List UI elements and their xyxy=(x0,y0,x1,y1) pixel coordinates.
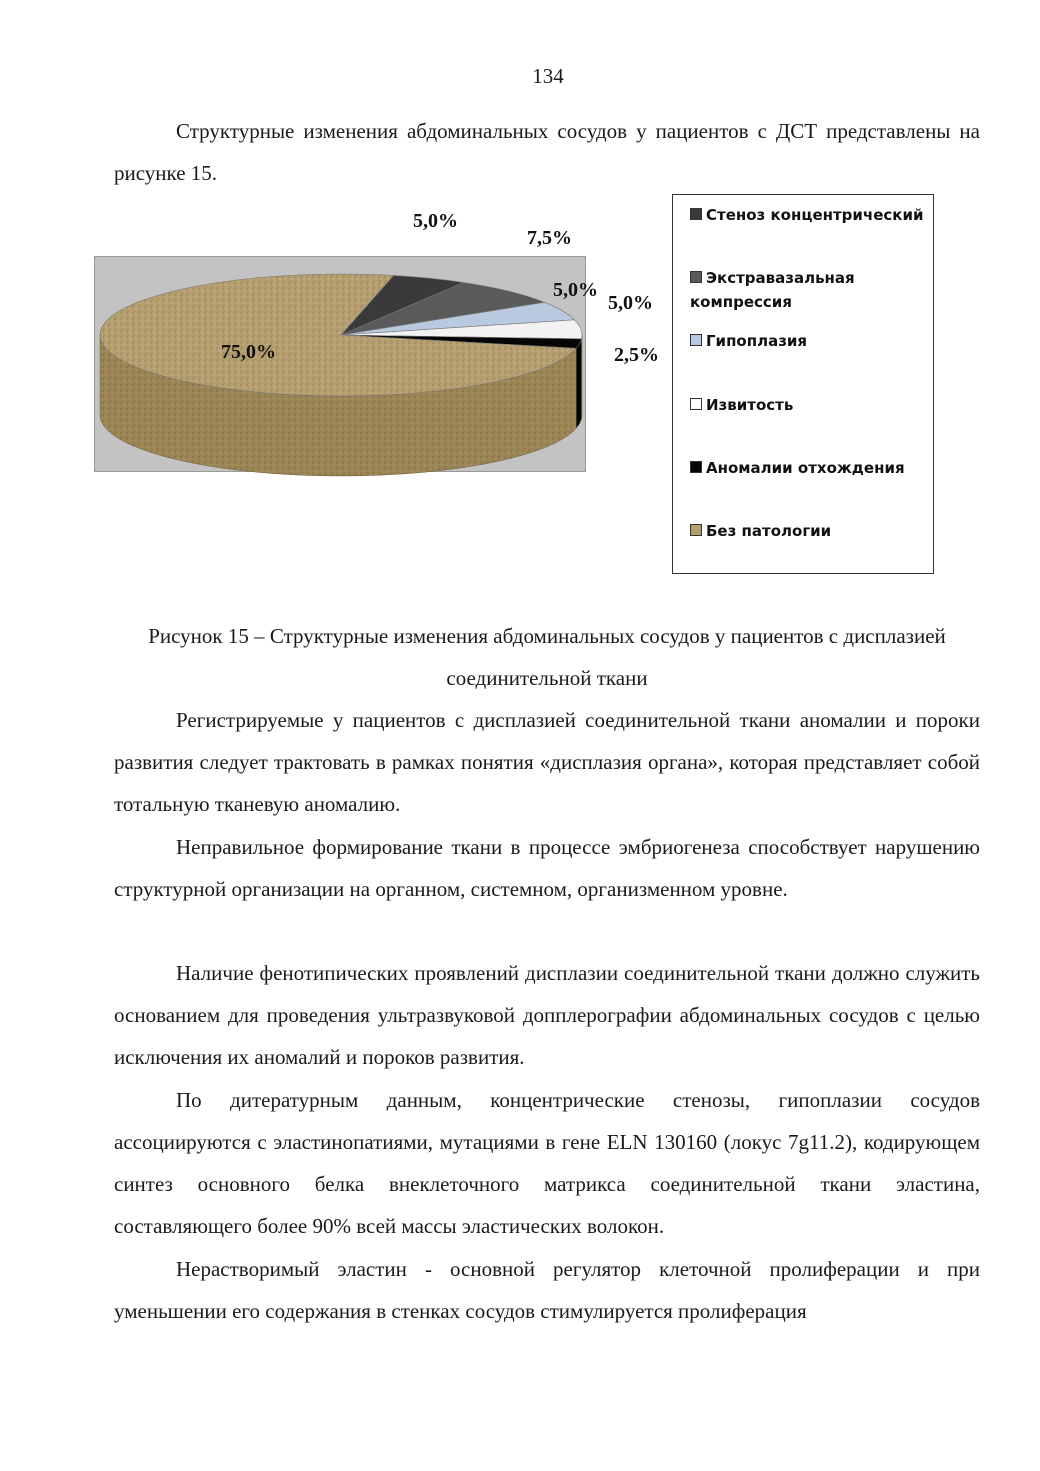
legend-label-4: Аномалии отхождения xyxy=(706,459,905,477)
paragraph-4: По дитературным данным, концентрические стенозы, гипоплазии сосудов ассоциируются с эластинопатиями, мутациями в гене ELN 130160 (локус 7g11.2), кодирующем синтез основного белка внеклеточного матрикса соединительной ткани эластина, составляющего более 90% всей массы эластических волокон. xyxy=(114,1088,980,1238)
legend-swatch-0 xyxy=(690,208,702,220)
legend-item-anomaly xyxy=(690,456,930,480)
legend-swatch-5 xyxy=(690,524,702,536)
figure-caption: Рисунок 15 – Структурные изменения абдоминальных сосудов у пациентов с дисплазией соединительной ткани xyxy=(148,624,946,690)
page-number: 134 xyxy=(532,64,564,88)
pct-label-2: 5,0% xyxy=(553,279,598,301)
paragraph-5: Нерастворимый эластин - основной регулятор клеточной пролиферации и при уменьшении его содержания в стенках сосудов стимулируется пролиферация xyxy=(114,1257,980,1323)
pct-label-1: 7,5% xyxy=(527,227,572,249)
legend-item-tortuosity xyxy=(690,393,930,417)
chart-legend xyxy=(672,194,934,574)
legend-label-0: Стеноз концентрический xyxy=(706,206,924,224)
pct-label-3: 5,0% xyxy=(608,292,653,314)
pct-label-0: 5,0% xyxy=(413,210,458,232)
legend-label-5: Без патологии xyxy=(706,522,832,540)
legend-item-no-pathology xyxy=(690,519,930,543)
pct-label-4: 2,5% xyxy=(614,344,659,366)
legend-item-stenosis xyxy=(690,203,930,227)
paragraph-2: Неправильное формирование ткани в процессе эмбриогенеза способствует нарушению структурной организации на органном, системном, организменном уровне. xyxy=(114,835,980,901)
legend-label-1: Экстравазальная компрессия xyxy=(690,269,855,311)
legend-item-compression xyxy=(690,266,930,314)
legend-label-3: Извитость xyxy=(706,396,794,414)
paragraph-3: Наличие фенотипических проявлений дисплазии соединительной ткани должно служить основанием для проведения ультразвуковой допплерографии абдоминальных сосудов с целью исключения их аномалий и пороков развития. xyxy=(114,961,980,1069)
legend-item-hypoplasia xyxy=(690,329,930,353)
legend-label-2: Гипоплазия xyxy=(706,332,808,350)
paragraph-1: Регистрируемые у пациентов с дисплазией соединительной ткани аномалии и пороки развития следует трактовать в рамках понятия «дисплазия органа», которая представляет собой тотальную тканевую аномалию. xyxy=(114,708,980,816)
legend-swatch-3 xyxy=(690,398,702,410)
legend-swatch-4 xyxy=(690,461,702,473)
pie-side-4 xyxy=(576,339,581,428)
pct-label-5: 75,0% xyxy=(221,341,276,363)
intro-paragraph: Структурные изменения абдоминальных сосудов у пациентов с ДСТ представлены на рисунке 15. xyxy=(114,119,980,185)
legend-swatch-1 xyxy=(690,271,702,283)
legend-swatch-2 xyxy=(690,334,702,346)
